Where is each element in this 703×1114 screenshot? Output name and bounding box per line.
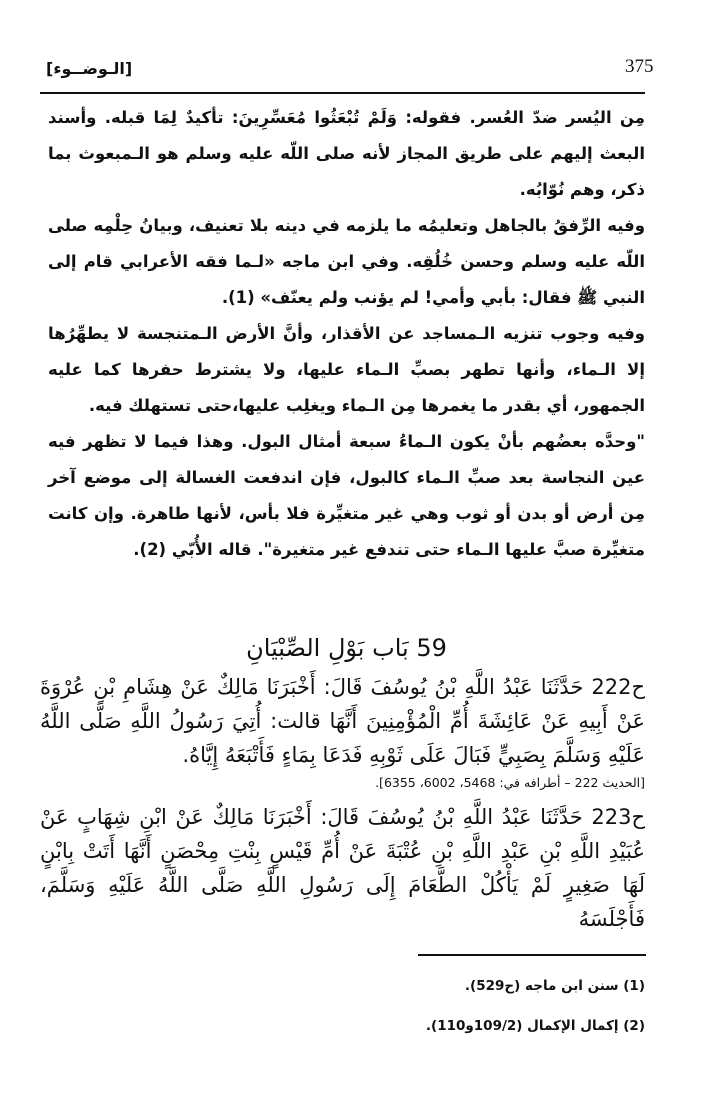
page-number: 375 bbox=[625, 56, 654, 77]
page-header bbox=[40, 56, 654, 82]
footnote-rule bbox=[418, 954, 646, 956]
commentary-paragraph: وفيه الرِّفقُ بالجاهل وتعليمُه ما يلزمه في دينه بلا تعنيف، وبيانُ حِلْمِه صلى اللّه عليه وسلم وحسن خُلُقِه. وفي ابن ماجه «لـما فقه الأعرابي قام إلى النبي ﷺ فقال: بأبي وأمي! لم يؤنب ولم يعنّف» (1). bbox=[48, 216, 645, 307]
header-rule bbox=[40, 92, 645, 94]
commentary-paragraph: وفيه وجوب تنزيه الـمساجد عن الأقذار، وأنَّ الأرض الـمتنجسة لا يطهِّرُها إلا الـماء، وأنها تطهر بصبِّ الـماء عليها، ولا يشترط حفرها كما عليه الجمهور، أي بقدر ما يغمرها مِن الـماء ويغلِب عليها،حتى تستهلك فيه. bbox=[48, 324, 645, 415]
running-title: [الـوضــوء] bbox=[46, 59, 133, 78]
footnote: (1) سنن ابن ماجه (ح529). bbox=[464, 978, 645, 994]
commentary-paragraph: مِن اليُسر ضدّ العُسر. فقوله: وَلَمْ تُبْعَثُوا مُعَسِّرِينَ: تأكيدٌ لِمَا قبله. وأسند البعث إليهم على طريق المجاز لأنه صلى اللّه عليه وسلم هو الـمبعوث بما ذكر، وهم نُوّابُه. bbox=[48, 108, 645, 199]
hadith-text: ح222 حَدَّثَنَا عَبْدُ اللَّهِ بْنُ يُوسُفَ قَالَ: أَخْبَرَنَا مَالِكٌ عَنْ هِشَامِ بْنِ عُرْوَةَ عَنْ أَبِيهِ عَنْ عَائِشَةَ أُمِّ الْمُؤْمِنِينَ أَنَّهَا قالت: أُتِيَ رَسُولُ اللَّهِ صَلَّى اللَّهُ عَلَيْهِ وَسَلَّمَ بِصَبِيٍّ فَبَالَ عَلَى ثَوْبِهِ فَدَعَا بِمَاءٍ فَأَتْبَعَهُ إِيَّاهُ. bbox=[40, 675, 645, 767]
footnote: (2) إكمال الإكمال (109/2و110). bbox=[425, 1018, 645, 1034]
hadith-cross-reference: [الحديث 222 – أطرافه في: 5468، 6002، 6355]. bbox=[375, 775, 645, 790]
commentary-paragraph: "وحدَّه بعضُهم بأنْ يكون الـماءُ سبعة أمثال البول. وهذا فيما لا تظهر فيه عين النجاسة بعد صبِّ الـماء كالبول، فإن اندفعت الغسالة إلى موضع آخر مِن أرض أو بدن أو ثوب وهي غير متغيِّرة فلا بأس، لأنها طاهرة. وإن كانت متغيِّرة صبَّ عليها الـماء حتى تندفع غير متغيرة". قاله الأُبّي (2). bbox=[48, 432, 645, 559]
commentary-text bbox=[48, 100, 645, 568]
footnotes bbox=[40, 966, 645, 1046]
chapter-title: 59 بَاب بَوْلِ الصِّبْيَانِ bbox=[246, 634, 447, 662]
hadith-text: ح223 حَدَّثَنَا عَبْدُ اللَّهِ بْنُ يُوسُفَ قَالَ: أَخْبَرَنَا مَالِكٌ عَنْ ابْنِ شِهَابٍ عَنْ عُبَيْدِ اللَّهِ بْنِ عَبْدِ اللَّهِ بْنِ عُتْبَةَ عَنْ أُمِّ قَيْسٍ بِنْتِ مِحْصَنٍ أَنَّهَا أَتَتْ بِابْنٍ لَهَا صَغِيرٍ لَمْ يَأْكُلْ الطَّعَامَ إِلَى رَسُولِ اللَّهِ صَلَّى اللَّهُ عَلَيْهِ وَسَلَّمَ، فَأَجْلَسَهُ bbox=[40, 805, 645, 931]
